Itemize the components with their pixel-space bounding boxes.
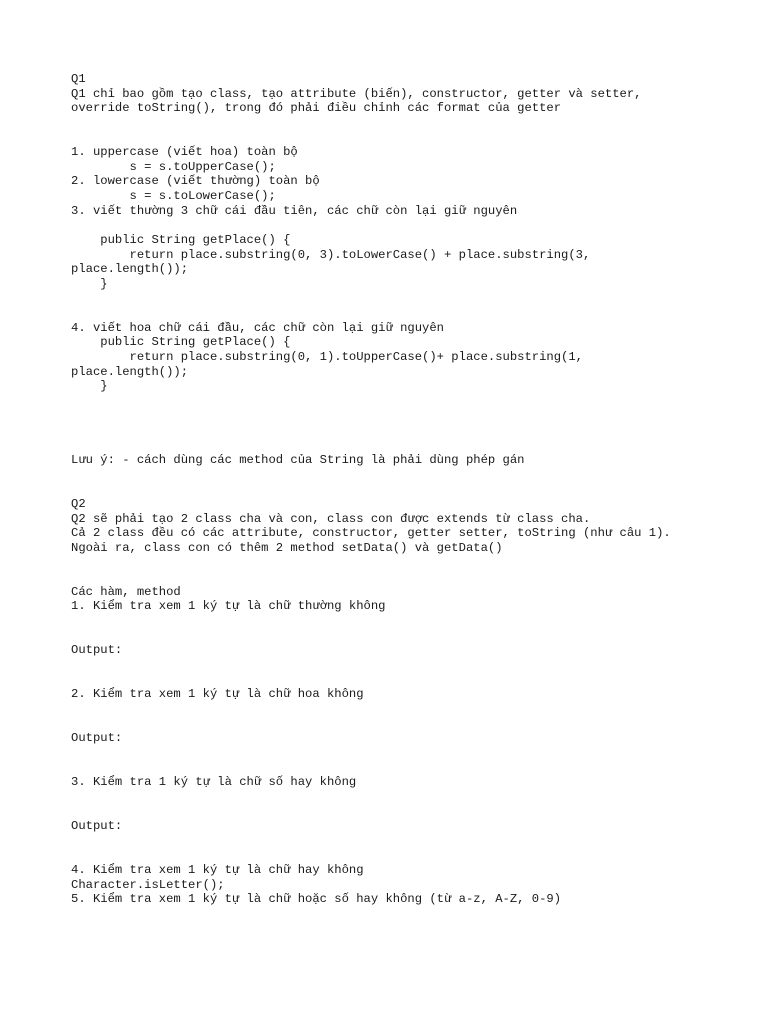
code-character-is-letter: Character.isLetter(); — [71, 878, 225, 892]
output-label-1: Output: — [71, 643, 123, 657]
code-getplace-close-1: } — [71, 277, 108, 291]
output-label-3: Output: — [71, 819, 123, 833]
q2-description-line-1: Q2 sẽ phải tạo 2 class cha và con, class con được extends từ class cha. — [71, 512, 591, 526]
item-3-lowercase-first-three: 3. viết thường 3 chữ cái đầu tiên, các chữ còn lại giữ nguyên — [71, 204, 518, 218]
code-getplace-close-2: } — [71, 379, 108, 393]
code-getplace-return-1-cont: place.length()); — [71, 262, 189, 276]
method-1-is-lowercase: 1. Kiểm tra xem 1 ký tự là chữ thường không — [71, 599, 386, 613]
method-2-is-uppercase: 2. Kiểm tra xem 1 ký tự là chữ hoa không — [71, 687, 364, 701]
code-getplace-signature-2: public String getPlace() { — [71, 335, 291, 349]
q2-heading: Q2 — [71, 497, 86, 511]
item-2-lowercase: 2. lowercase (viết thường) toàn bộ — [71, 174, 320, 188]
code-getplace-return-2-cont: place.length()); — [71, 365, 189, 379]
code-to-lower-case: s = s.toLowerCase(); — [71, 189, 276, 203]
note-string-assignment: Lưu ý: - cách dùng các method của String là phải dùng phép gán — [71, 453, 525, 467]
code-getplace-return-1: return place.substring(0, 3).toLowerCase() + place.substring(3, — [71, 248, 591, 262]
output-label-2: Output: — [71, 731, 123, 745]
code-to-upper-case: s = s.toUpperCase(); — [71, 160, 276, 174]
code-getplace-return-2: return place.substring(0, 1).toUpperCase()+ place.substring(1, — [71, 350, 583, 364]
method-4-is-letter: 4. Kiểm tra xem 1 ký tự là chữ hay không — [71, 863, 364, 877]
q1-description-line-2: override toString(), trong đó phải điều chỉnh các format của getter — [71, 101, 562, 115]
item-4-capitalize-first: 4. viết hoa chữ cái đầu, các chữ còn lại giữ nguyên — [71, 321, 444, 335]
q2-description-line-3: Ngoài ra, class con có thêm 2 method setData() và getData() — [71, 541, 503, 555]
q1-heading: Q1 — [71, 72, 86, 86]
method-5-is-letter-or-digit: 5. Kiểm tra xem 1 ký tự là chữ hoặc số hay không (từ a-z, A-Z, 0-9) — [71, 892, 562, 906]
item-1-uppercase: 1. uppercase (viết hoa) toàn bộ — [71, 145, 298, 159]
code-getplace-signature-1: public String getPlace() { — [71, 233, 291, 247]
methods-heading: Các hàm, method — [71, 585, 181, 599]
q2-description-line-2: Cả 2 class đều có các attribute, constructor, getter setter, toString (như câu 1). — [71, 526, 671, 540]
method-3-is-digit: 3. Kiểm tra 1 ký tự là chữ số hay không — [71, 775, 357, 789]
q1-description-line-1: Q1 chỉ bao gồm tạo class, tạo attribute (biến), constructor, getter và setter, — [71, 87, 642, 101]
